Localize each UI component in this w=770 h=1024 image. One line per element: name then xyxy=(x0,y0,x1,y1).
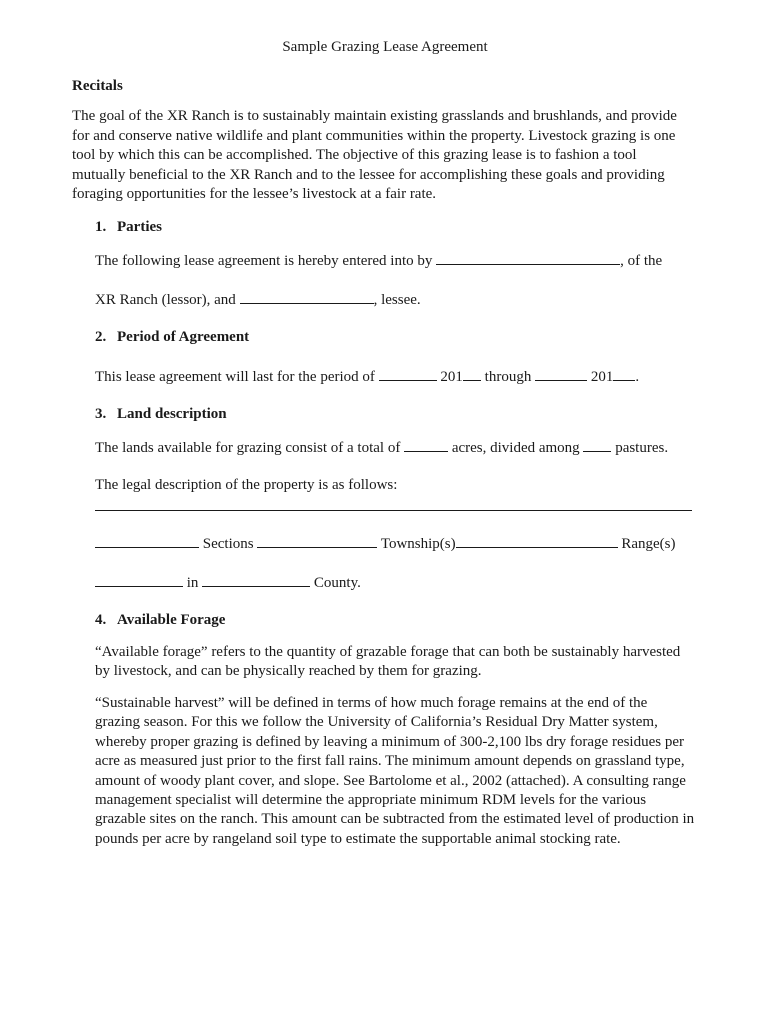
sustainable-harvest-paragraph: “Sustainable harvest” will be defined in terms of how much forage remains at the end of the grazing season. For this we follow the University of California’s Residual Dry Matter system, whereby proper grazing is defined by leaving a minimum of 300-2,100 lbs dry forage residues per acre as measured just prior to the first fall rains. The minimum amount depends on grassland type, amount of woody plant cover, and slope. See Bartolome et al., 2002 (attached). A consulting range management specialist will determine the appropriate minimum RDM levels for the various grazable sites on the ranch. This amount can be subtracted from the estimated level of production in pounds per acre by rangeland soil type to estimate the supportable animal stocking rate. xyxy=(95,695,695,847)
section-title: Land description xyxy=(117,406,227,422)
land-text: County. xyxy=(313,575,361,591)
land-heading xyxy=(95,404,227,424)
county-blank[interactable] xyxy=(202,572,310,587)
period-line xyxy=(95,366,639,387)
section-number: 3. xyxy=(95,406,107,422)
section-title: Parties xyxy=(117,219,162,235)
end-date-blank[interactable] xyxy=(535,366,587,381)
location-blank[interactable] xyxy=(95,572,183,587)
parties-text: , of the xyxy=(620,253,663,269)
parties-text: The following lease agreement is hereby entered into by xyxy=(95,253,433,269)
acres-blank[interactable] xyxy=(404,437,448,452)
section-number: 4. xyxy=(95,612,107,628)
pastures-blank[interactable] xyxy=(583,437,611,452)
section-title: Available Forage xyxy=(117,612,226,628)
document-title: Sample Grazing Lease Agreement xyxy=(282,39,488,55)
section-number: 2. xyxy=(95,329,107,345)
township-blank[interactable] xyxy=(257,533,377,548)
sections-blank[interactable] xyxy=(95,533,199,548)
end-year-prefix: 201 xyxy=(590,369,614,385)
period-text: through xyxy=(484,369,532,385)
legal-intro: The legal description of the property is as follows: xyxy=(95,477,398,493)
parties-line-1 xyxy=(95,250,662,271)
acres-line xyxy=(95,437,668,458)
period-text: This lease agreement will last for the period of xyxy=(95,369,375,385)
legal-description-blank[interactable] xyxy=(95,510,692,511)
land-text: Range(s) xyxy=(621,536,676,552)
land-text: The lands available for grazing consist of a total of xyxy=(95,440,401,456)
land-text: acres, divided among xyxy=(451,440,580,456)
available-forage-paragraph: “Available forage” refers to the quantity of grazable forage that can both be sustainably harvested by livestock, and can be physically reached by them for grazing. xyxy=(95,644,681,680)
land-text: in xyxy=(186,575,199,591)
parties-text: XR Ranch (lessor), and xyxy=(95,292,236,308)
end-year-blank[interactable] xyxy=(613,366,635,381)
start-year-blank[interactable] xyxy=(463,366,481,381)
range-blank[interactable] xyxy=(456,533,618,548)
section-title: Period of Agreement xyxy=(117,329,250,345)
start-year-prefix: 201 xyxy=(440,369,463,385)
period-text: . xyxy=(635,369,640,385)
parties-text: , lessee. xyxy=(373,292,421,308)
parties-heading xyxy=(95,217,162,237)
sections-township-range-line xyxy=(95,533,685,554)
start-date-blank[interactable] xyxy=(379,366,437,381)
forage-heading xyxy=(95,610,225,630)
county-line xyxy=(95,572,361,593)
section-number: 1. xyxy=(95,219,107,235)
land-text: Sections xyxy=(202,536,254,552)
land-text: Township(s) xyxy=(380,536,456,552)
parties-line-2 xyxy=(95,289,421,310)
land-text: pastures. xyxy=(615,440,669,456)
lessor-name-blank[interactable] xyxy=(436,250,620,265)
period-heading xyxy=(95,327,249,347)
recitals-heading: Recitals xyxy=(72,78,123,94)
recitals-paragraph: The goal of the XR Ranch is to sustainably maintain existing grasslands and brushlands, and provide for and conserve native wildlife and plant communities within the property. Livestock grazing is one tool by which this can be accomplished. The objective of this grazing lease is to fashion a tool mutually beneficial to the XR Ranch and to the lessee for accomplishing these goals and providing foraging opportunities for the lessee’s livestock at a fair rate. xyxy=(72,108,677,202)
lessee-name-blank[interactable] xyxy=(240,289,374,304)
